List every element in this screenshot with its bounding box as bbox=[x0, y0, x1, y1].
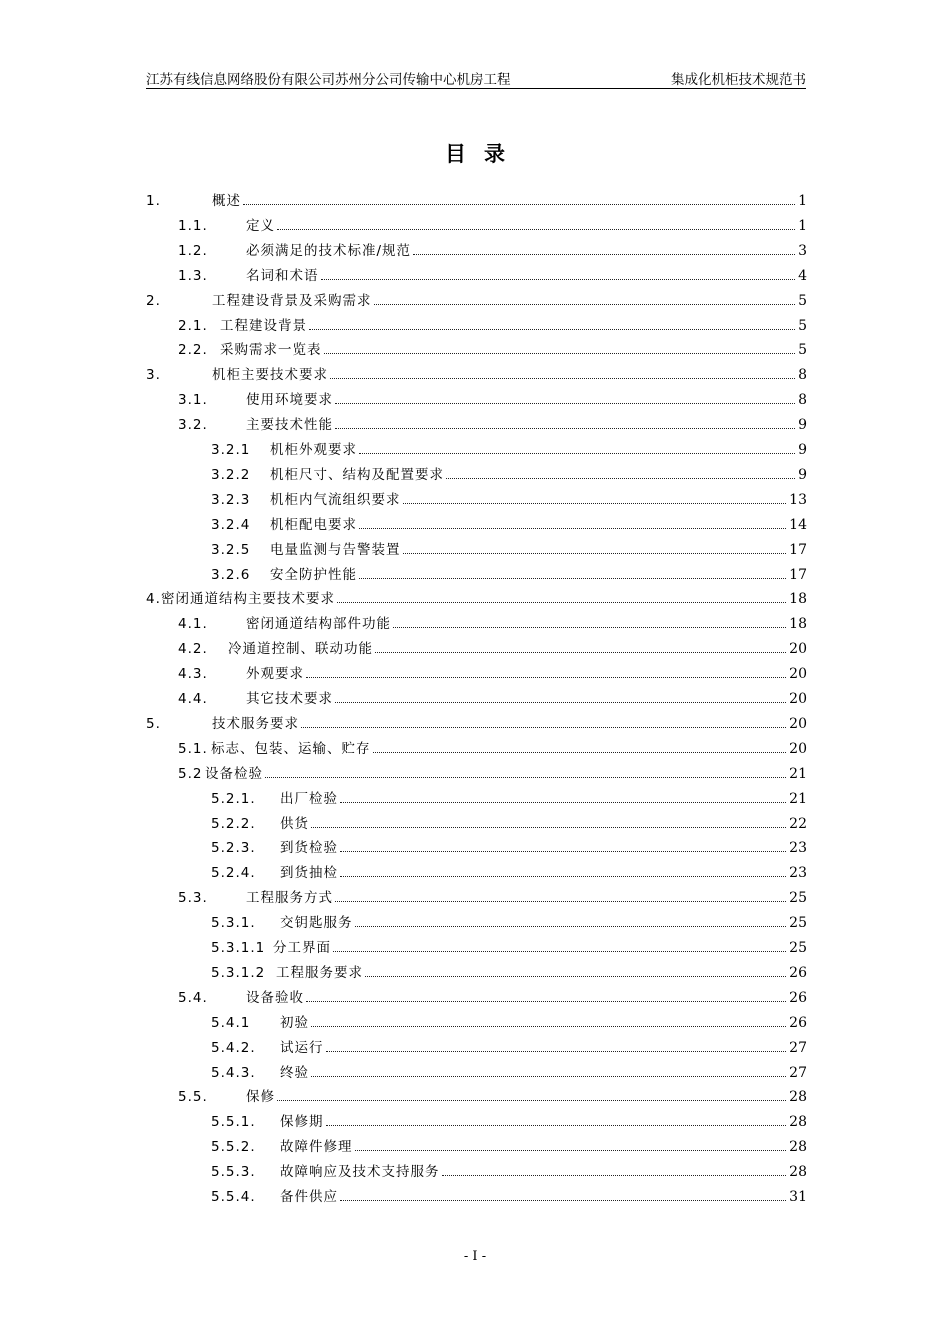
toc-entry-page: 9 bbox=[798, 417, 807, 434]
toc-title: 目录 bbox=[445, 142, 523, 166]
toc-entry[interactable] bbox=[211, 463, 807, 483]
toc-entry-title: 设备验收 bbox=[246, 989, 304, 1006]
toc-entry-page: 21 bbox=[789, 790, 807, 807]
toc-dot-leader bbox=[306, 1000, 786, 1002]
toc-entry-number: 5.5.3. bbox=[211, 1164, 256, 1181]
toc-entry-title: 试运行 bbox=[280, 1039, 324, 1056]
toc-entry-title: 其它技术要求 bbox=[246, 691, 333, 707]
toc-dot-leader bbox=[373, 751, 787, 753]
toc-entry-number: 4.3. bbox=[178, 666, 208, 683]
toc-entry-page: 28 bbox=[789, 1164, 807, 1181]
toc-entry[interactable] bbox=[146, 289, 807, 309]
toc-entry-number: 2.2. bbox=[178, 342, 208, 359]
toc-entry-page: 25 bbox=[789, 915, 807, 932]
toc-entry-title: 采购需求一览表 bbox=[220, 342, 322, 359]
toc-entry[interactable] bbox=[211, 513, 807, 533]
toc-entry-page: 8 bbox=[798, 392, 807, 409]
toc-entry-number: 5.4. bbox=[178, 989, 208, 1006]
toc-dot-leader bbox=[359, 452, 795, 454]
toc-entry-number: 4.4. bbox=[178, 691, 208, 707]
toc-entry-title: 交钥匙服务 bbox=[280, 915, 353, 932]
toc-entry-title: 定义 bbox=[246, 217, 275, 234]
toc-entry[interactable] bbox=[146, 712, 807, 732]
toc-dot-leader bbox=[446, 477, 795, 479]
toc-dot-leader bbox=[324, 352, 796, 354]
toc-entry[interactable] bbox=[178, 413, 807, 433]
toc-entry[interactable] bbox=[211, 1036, 807, 1056]
toc-entry-page: 14 bbox=[789, 516, 807, 533]
toc-dot-leader bbox=[359, 577, 786, 579]
toc-dot-leader bbox=[374, 303, 796, 305]
toc-entry[interactable] bbox=[211, 961, 807, 981]
toc-entry-page: 20 bbox=[789, 691, 807, 707]
toc-entry[interactable] bbox=[178, 886, 807, 906]
toc-entry-title: 工程建设背景 bbox=[220, 317, 307, 334]
toc-dot-leader bbox=[321, 278, 796, 280]
toc-entry-title: 分工界面 bbox=[273, 940, 331, 956]
toc-entry-number: 5.3. bbox=[178, 890, 208, 907]
toc-entry-number: 5.1. bbox=[178, 740, 208, 757]
toc-entry-page: 8 bbox=[798, 367, 807, 384]
toc-entry[interactable] bbox=[178, 986, 807, 1006]
toc-dot-leader bbox=[355, 925, 787, 927]
toc-entry-number: 2.1. bbox=[178, 317, 208, 334]
toc-entry[interactable] bbox=[146, 189, 807, 209]
toc-entry-title: 机柜配电要求 bbox=[270, 516, 357, 533]
toc-dot-leader bbox=[306, 676, 786, 678]
toc-entry-title: 概述 bbox=[212, 193, 241, 209]
header-document-name: 集成化机柜技术规范书 bbox=[671, 72, 806, 88]
toc-entry-page: 1 bbox=[798, 193, 807, 209]
toc-entry-number: 1. bbox=[146, 193, 161, 209]
toc-entry-page: 25 bbox=[789, 940, 807, 956]
toc-dot-leader bbox=[403, 552, 787, 554]
toc-entry[interactable] bbox=[178, 762, 807, 782]
toc-entry-page: 4 bbox=[798, 267, 807, 284]
toc-entry[interactable] bbox=[146, 363, 807, 383]
toc-entry-title: 故障件修理 bbox=[280, 1139, 353, 1156]
toc-dot-leader bbox=[403, 502, 787, 504]
toc-entry[interactable] bbox=[211, 1011, 807, 1031]
toc-entry-page: 17 bbox=[789, 541, 807, 558]
toc-dot-leader bbox=[335, 402, 795, 404]
toc-entry-title: 电量监测与告警装置 bbox=[270, 541, 401, 558]
toc-dot-leader bbox=[311, 826, 786, 828]
toc-entry-number: 5.3.1.2 bbox=[211, 964, 266, 981]
toc-entry[interactable] bbox=[211, 1061, 807, 1081]
toc-entry-number: 3.2.3 bbox=[211, 491, 251, 508]
toc-entry-page: 20 bbox=[789, 715, 807, 732]
toc-entry-title: 密闭通道结构部件功能 bbox=[246, 616, 391, 633]
toc-entry-title: 机柜外观要求 bbox=[270, 442, 357, 458]
toc-entry[interactable] bbox=[178, 264, 807, 284]
toc-dot-leader bbox=[413, 253, 795, 255]
toc-dot-leader bbox=[311, 1025, 786, 1027]
toc-dot-leader bbox=[243, 203, 795, 205]
toc-dot-leader bbox=[365, 975, 786, 977]
toc-dot-leader bbox=[340, 850, 786, 852]
toc-entry-title: 到货抽检 bbox=[280, 865, 338, 882]
toc-entry-number: 1.2. bbox=[178, 242, 208, 259]
toc-entry-page: 20 bbox=[789, 641, 807, 658]
toc-entry-number: 5.2.3. bbox=[211, 840, 256, 857]
toc-entry-number: 3.2.2 bbox=[211, 466, 251, 483]
toc-dot-leader bbox=[442, 1174, 787, 1176]
toc-entry-number: 5.5.1. bbox=[211, 1114, 256, 1131]
toc-entry-number: 3.2. bbox=[178, 417, 208, 434]
toc-entry-number: 5.2 bbox=[178, 765, 203, 782]
toc-dot-leader bbox=[335, 900, 786, 902]
toc-entry-page: 5 bbox=[798, 342, 807, 359]
toc-entry[interactable] bbox=[178, 737, 807, 757]
toc-entry-number: 3. bbox=[146, 367, 161, 384]
toc-entry-title: 必须满足的技术标准/规范 bbox=[246, 242, 412, 259]
toc-entry[interactable] bbox=[211, 563, 807, 583]
toc-entry-number: 4.2. bbox=[178, 641, 208, 658]
toc-entry-page: 20 bbox=[789, 666, 807, 683]
toc-dot-leader bbox=[393, 626, 786, 628]
toc-entry-title: 设备检验 bbox=[205, 765, 263, 782]
toc-entry-title: 到货检验 bbox=[280, 840, 338, 857]
toc-dot-leader bbox=[309, 328, 795, 330]
toc-entry-page: 23 bbox=[789, 865, 807, 882]
toc-entry-number: 3.2.1 bbox=[211, 442, 251, 458]
toc-entry-page: 9 bbox=[798, 466, 807, 483]
toc-dot-leader bbox=[265, 776, 786, 778]
header-project-name: 江苏有线信息网络股份有限公司苏州分公司传输中心机房工程 bbox=[146, 72, 511, 88]
toc-entry-page: 27 bbox=[789, 1064, 807, 1081]
toc-entry-number: 3.1. bbox=[178, 392, 208, 409]
toc-entry-number: 1.1. bbox=[178, 217, 208, 234]
toc-entry-title: 技术服务要求 bbox=[212, 715, 299, 732]
toc-entry-page: 22 bbox=[789, 815, 807, 832]
toc-entry-page: 5 bbox=[798, 292, 807, 309]
toc-entry[interactable] bbox=[178, 612, 807, 632]
toc-entry-page: 13 bbox=[789, 491, 807, 508]
toc-entry-title: 机柜内气流组织要求 bbox=[270, 491, 401, 508]
toc-entry-title: 工程服务要求 bbox=[276, 964, 363, 981]
toc-entry[interactable] bbox=[211, 1185, 807, 1205]
toc-dot-leader bbox=[330, 377, 795, 379]
toc-entry-title: 保修 bbox=[246, 1089, 275, 1106]
toc-dot-leader bbox=[326, 1124, 787, 1126]
toc-entry[interactable] bbox=[211, 438, 807, 458]
toc-entry-number: 3.2.5 bbox=[211, 541, 251, 558]
toc-entry[interactable] bbox=[178, 1085, 807, 1105]
toc-dot-leader bbox=[335, 427, 795, 429]
toc-entry-number: 5.5.2. bbox=[211, 1139, 256, 1156]
toc-entry-title: 终验 bbox=[280, 1064, 309, 1081]
toc-entry-title: 出厂检验 bbox=[280, 790, 338, 807]
toc-entry[interactable] bbox=[178, 239, 807, 259]
toc-entry[interactable] bbox=[178, 388, 807, 408]
toc-dot-leader bbox=[359, 527, 786, 529]
toc-dot-leader bbox=[301, 726, 786, 728]
toc-entry[interactable] bbox=[211, 488, 807, 508]
toc-entry-page: 5 bbox=[798, 317, 807, 334]
toc-entry-title: 使用环境要求 bbox=[246, 392, 333, 409]
toc-entry-title: 密闭通道结构主要技术要求 bbox=[161, 591, 335, 608]
toc-entry-page: 20 bbox=[789, 740, 807, 757]
toc-entry-number: 5.3.1. bbox=[211, 915, 256, 932]
toc-entry-title: 供货 bbox=[280, 815, 309, 832]
toc-entry-title: 安全防护性能 bbox=[270, 566, 357, 583]
toc-dot-leader bbox=[375, 651, 786, 653]
toc-entry-page: 26 bbox=[789, 964, 807, 981]
toc-entry-title: 故障响应及技术支持服务 bbox=[280, 1164, 440, 1181]
toc-entry-title: 工程服务方式 bbox=[246, 890, 333, 907]
toc-entry[interactable] bbox=[211, 861, 807, 881]
toc-entry-page: 18 bbox=[789, 591, 807, 608]
toc-entry-page: 27 bbox=[789, 1039, 807, 1056]
toc-entry-title: 外观要求 bbox=[246, 666, 304, 683]
toc-dot-leader bbox=[337, 601, 786, 603]
toc-entry-number: 5.4.3. bbox=[211, 1064, 256, 1081]
toc-entry-number: 1.3. bbox=[178, 267, 208, 284]
toc-dot-leader bbox=[311, 1075, 786, 1077]
toc-entry-title: 机柜主要技术要求 bbox=[212, 367, 328, 384]
toc-entry-number: 5.2.2. bbox=[211, 815, 256, 832]
toc-entry-number: 5.2.4. bbox=[211, 865, 256, 882]
toc-dot-leader bbox=[277, 1099, 786, 1101]
toc-dot-leader bbox=[340, 1199, 786, 1201]
toc-entry-page: 28 bbox=[789, 1139, 807, 1156]
toc-entry-number: 3.2.4 bbox=[211, 516, 251, 533]
toc-entry[interactable] bbox=[211, 812, 807, 832]
toc-dot-leader bbox=[277, 228, 795, 230]
toc-entry[interactable] bbox=[178, 687, 807, 707]
page-number: - I - bbox=[463, 1249, 487, 1264]
toc-entry-number: 2. bbox=[146, 292, 161, 309]
toc-entry-page: 17 bbox=[789, 566, 807, 583]
toc-dot-leader bbox=[340, 801, 786, 803]
toc-entry[interactable] bbox=[211, 936, 807, 956]
toc-entry-page: 18 bbox=[789, 616, 807, 633]
toc-entry[interactable] bbox=[211, 538, 807, 558]
toc-entry-page: 31 bbox=[789, 1189, 807, 1205]
toc-entry-title: 名词和术语 bbox=[246, 267, 319, 284]
toc-entry-title: 标志、包装、运输、贮存 bbox=[211, 740, 371, 757]
toc-entry-page: 21 bbox=[789, 765, 807, 782]
toc-entry-number: 5.5. bbox=[178, 1089, 208, 1106]
toc-entry-number: 5.3.1.1 bbox=[211, 940, 266, 956]
toc-entry-page: 25 bbox=[789, 890, 807, 907]
toc-entry[interactable] bbox=[211, 1110, 807, 1130]
toc-entry[interactable] bbox=[178, 214, 807, 234]
toc-entry[interactable] bbox=[211, 836, 807, 856]
toc-entry-title: 冷通道控制、联动功能 bbox=[228, 641, 373, 658]
toc-entry-title: 机柜尺寸、结构及配置要求 bbox=[270, 466, 444, 483]
toc-entry-title: 保修期 bbox=[280, 1114, 324, 1131]
toc-entry-number: 5. bbox=[146, 715, 161, 732]
toc-entry-number: 3.2.6 bbox=[211, 566, 251, 583]
toc-entry-page: 23 bbox=[789, 840, 807, 857]
toc-entry[interactable] bbox=[146, 587, 807, 607]
toc-entry[interactable] bbox=[211, 1135, 807, 1155]
toc-entry[interactable] bbox=[178, 662, 807, 682]
toc-entry-number: 4.1. bbox=[178, 616, 208, 633]
toc-dot-leader bbox=[333, 950, 786, 952]
toc-entry-page: 28 bbox=[789, 1114, 807, 1131]
toc-entry-page: 9 bbox=[798, 442, 807, 458]
toc-entry[interactable] bbox=[211, 1160, 807, 1180]
toc-entry-page: 26 bbox=[789, 989, 807, 1006]
toc-entry-page: 1 bbox=[798, 217, 807, 234]
toc-entry-page: 28 bbox=[789, 1089, 807, 1106]
toc-dot-leader bbox=[326, 1050, 787, 1052]
toc-entry-title: 初验 bbox=[280, 1014, 309, 1031]
toc-entry-number: 4. bbox=[146, 591, 161, 608]
toc-entry-title: 备件供应 bbox=[280, 1189, 338, 1205]
toc-entry[interactable] bbox=[178, 637, 807, 657]
toc-dot-leader bbox=[340, 875, 786, 877]
toc-dot-leader bbox=[355, 1149, 787, 1151]
toc-entry-title: 主要技术性能 bbox=[246, 417, 333, 434]
toc-entry[interactable] bbox=[178, 338, 807, 358]
toc-entry-number: 5.4.2. bbox=[211, 1039, 256, 1056]
toc-dot-leader bbox=[335, 701, 786, 703]
toc-entry-number: 5.4.1 bbox=[211, 1014, 251, 1031]
toc-entry[interactable] bbox=[211, 787, 807, 807]
toc-entry-page: 26 bbox=[789, 1014, 807, 1031]
toc-entry-number: 5.2.1. bbox=[211, 790, 256, 807]
toc-entry[interactable] bbox=[178, 314, 807, 334]
toc-entry-title: 工程建设背景及采购需求 bbox=[212, 292, 372, 309]
toc-entry[interactable] bbox=[211, 911, 807, 931]
toc-entry-number: 5.5.4. bbox=[211, 1189, 256, 1205]
toc-entry-page: 3 bbox=[798, 242, 807, 259]
